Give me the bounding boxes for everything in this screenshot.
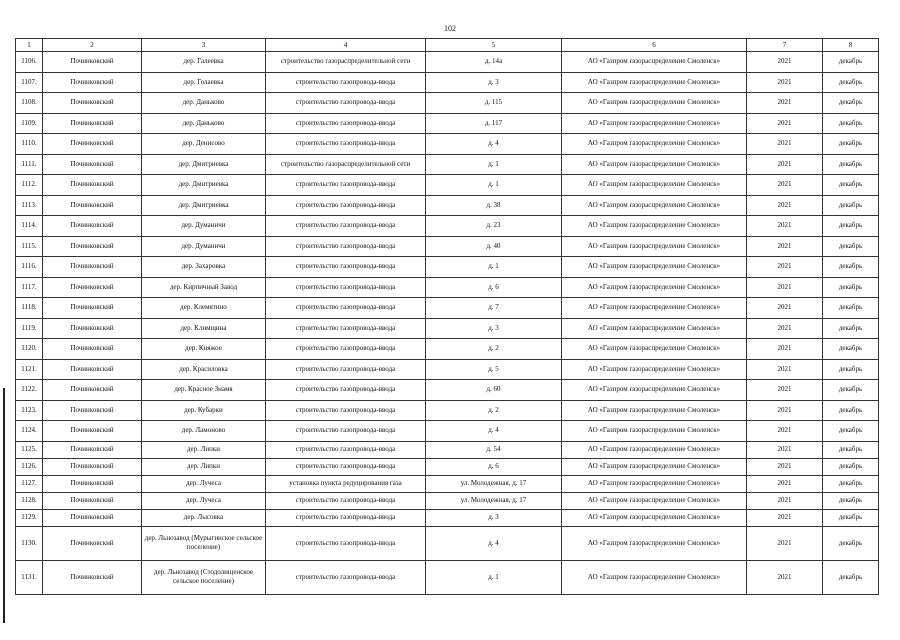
settlement-cell: дер. Ламоново — [142, 421, 266, 442]
address-cell: д. 4 — [426, 526, 562, 560]
month-cell: декабрь — [823, 154, 879, 175]
work-type-cell: строительство газораспределительной сети — [266, 154, 426, 175]
work-type-cell: строительство газопровода-ввода — [266, 277, 426, 298]
year-cell: 2021 — [747, 380, 823, 401]
table-row — [16, 257, 879, 278]
year-cell: 2021 — [747, 195, 823, 216]
work-type-cell: строительство газопровода-ввода — [266, 560, 426, 594]
district-cell: Починковский — [43, 52, 142, 73]
settlement-cell: дер. Даньково — [142, 113, 266, 134]
settlement-cell: дер. Галеевка — [142, 52, 266, 73]
row-number-cell: 1130. — [16, 526, 43, 560]
address-cell: д. 60 — [426, 380, 562, 401]
district-cell: Починковский — [43, 400, 142, 421]
work-type-cell: установка пункта редуцирования газа — [266, 475, 426, 492]
organization-cell: АО «Газпром газораспределение Смоленск» — [562, 359, 747, 380]
row-number-cell: 1126. — [16, 458, 43, 475]
page-number: 102 — [444, 24, 456, 33]
column-header: 6 — [562, 39, 747, 52]
address-cell: д. 1 — [426, 257, 562, 278]
work-type-cell: строительство газопровода-ввода — [266, 458, 426, 475]
settlement-cell: дер. Кубарки — [142, 400, 266, 421]
settlement-cell: дер. Красиловка — [142, 359, 266, 380]
work-type-cell: строительство газопровода-ввода — [266, 380, 426, 401]
address-cell: д. 23 — [426, 216, 562, 237]
row-number-cell: 1127. — [16, 475, 43, 492]
month-cell: декабрь — [823, 475, 879, 492]
year-cell: 2021 — [747, 277, 823, 298]
organization-cell: АО «Газпром газораспределение Смоленск» — [562, 492, 747, 509]
table-row — [16, 509, 879, 526]
gasification-table — [15, 38, 879, 595]
row-number-cell: 1131. — [16, 560, 43, 594]
column-header: 1 — [16, 39, 43, 52]
organization-cell: АО «Газпром газораспределение Смоленск» — [562, 509, 747, 526]
year-cell: 2021 — [747, 400, 823, 421]
year-cell: 2021 — [747, 441, 823, 458]
table-row — [16, 560, 879, 594]
table-row — [16, 359, 879, 380]
settlement-cell: дер. Климщина — [142, 318, 266, 339]
table-row — [16, 175, 879, 196]
district-cell: Починковский — [43, 277, 142, 298]
district-cell: Починковский — [43, 175, 142, 196]
district-cell: Починковский — [43, 318, 142, 339]
address-cell: д. 54 — [426, 441, 562, 458]
month-cell: декабрь — [823, 339, 879, 360]
settlement-cell: дер. Лысовка — [142, 509, 266, 526]
address-cell: д. 6 — [426, 458, 562, 475]
settlement-cell: дер. Льнозавод (Мурыгинское сельское поселение) — [142, 526, 266, 560]
table-row — [16, 277, 879, 298]
settlement-cell: дер. Красное Знамя — [142, 380, 266, 401]
settlement-cell: дер. Княжое — [142, 339, 266, 360]
organization-cell: АО «Газпром газораспределение Смоленск» — [562, 134, 747, 155]
address-cell: д. 3 — [426, 509, 562, 526]
settlement-cell: дер. Думаничи — [142, 236, 266, 257]
organization-cell: АО «Газпром газораспределение Смоленск» — [562, 72, 747, 93]
organization-cell: АО «Газпром газораспределение Смоленск» — [562, 154, 747, 175]
year-cell: 2021 — [747, 339, 823, 360]
work-type-cell: строительство газопровода-ввода — [266, 257, 426, 278]
district-cell: Починковский — [43, 458, 142, 475]
year-cell: 2021 — [747, 216, 823, 237]
month-cell: декабрь — [823, 441, 879, 458]
work-type-cell: строительство газопровода-ввода — [266, 421, 426, 442]
year-cell: 2021 — [747, 298, 823, 319]
district-cell: Починковский — [43, 113, 142, 134]
district-cell: Починковский — [43, 441, 142, 458]
settlement-cell: дер. Лучеса — [142, 492, 266, 509]
settlement-cell: дер. Захаровка — [142, 257, 266, 278]
settlement-cell: дер. Липки — [142, 458, 266, 475]
row-number-cell: 1109. — [16, 113, 43, 134]
settlement-cell: дер. Дмитриевка — [142, 195, 266, 216]
header-row — [16, 39, 879, 52]
organization-cell: АО «Газпром газораспределение Смоленск» — [562, 475, 747, 492]
row-number-cell: 1116. — [16, 257, 43, 278]
row-number-cell: 1106. — [16, 52, 43, 73]
district-cell: Починковский — [43, 93, 142, 114]
year-cell: 2021 — [747, 257, 823, 278]
row-number-cell: 1123. — [16, 400, 43, 421]
settlement-cell: дер. Льнозавод (Стодолищенское сельское поселение) — [142, 560, 266, 594]
month-cell: декабрь — [823, 175, 879, 196]
organization-cell: АО «Газпром газораспределение Смоленск» — [562, 298, 747, 319]
month-cell: декабрь — [823, 458, 879, 475]
district-cell: Починковский — [43, 339, 142, 360]
organization-cell: АО «Газпром газораспределение Смоленск» — [562, 380, 747, 401]
work-type-cell: строительство газопровода-ввода — [266, 400, 426, 421]
district-cell: Починковский — [43, 134, 142, 155]
district-cell: Починковский — [43, 380, 142, 401]
table-row — [16, 458, 879, 475]
settlement-cell: дер. Денисово — [142, 134, 266, 155]
row-number-cell: 1110. — [16, 134, 43, 155]
month-cell: декабрь — [823, 318, 879, 339]
month-cell: декабрь — [823, 52, 879, 73]
month-cell: декабрь — [823, 236, 879, 257]
month-cell: декабрь — [823, 195, 879, 216]
address-cell: д. 115 — [426, 93, 562, 114]
work-type-cell: строительство газопровода-ввода — [266, 195, 426, 216]
organization-cell: АО «Газпром газораспределение Смоленск» — [562, 339, 747, 360]
address-cell: д. 6 — [426, 277, 562, 298]
month-cell: декабрь — [823, 421, 879, 442]
column-header: 7 — [747, 39, 823, 52]
address-cell: д. 2 — [426, 400, 562, 421]
month-cell: декабрь — [823, 72, 879, 93]
organization-cell: АО «Газпром газораспределение Смоленск» — [562, 277, 747, 298]
address-cell: ул. Молодежная, д. 17 — [426, 492, 562, 509]
organization-cell: АО «Газпром газораспределение Смоленск» — [562, 216, 747, 237]
year-cell: 2021 — [747, 475, 823, 492]
settlement-cell: дер. Даньково — [142, 93, 266, 114]
district-cell: Починковский — [43, 216, 142, 237]
column-header: 8 — [823, 39, 879, 52]
settlement-cell: дер. Дмитриевка — [142, 154, 266, 175]
organization-cell: АО «Газпром газораспределение Смоленск» — [562, 458, 747, 475]
district-cell: Починковский — [43, 257, 142, 278]
work-type-cell: строительство газопровода-ввода — [266, 134, 426, 155]
year-cell: 2021 — [747, 458, 823, 475]
year-cell: 2021 — [747, 236, 823, 257]
organization-cell: АО «Газпром газораспределение Смоленск» — [562, 257, 747, 278]
district-cell: Починковский — [43, 298, 142, 319]
settlement-cell: дер. Клемятино — [142, 298, 266, 319]
district-cell: Починковский — [43, 154, 142, 175]
district-cell: Починковский — [43, 195, 142, 216]
address-cell: д. 2 — [426, 339, 562, 360]
table-row — [16, 154, 879, 175]
table-row — [16, 216, 879, 237]
table-row — [16, 72, 879, 93]
row-number-cell: 1120. — [16, 339, 43, 360]
table-row — [16, 400, 879, 421]
table-row — [16, 475, 879, 492]
address-cell: д. 5 — [426, 359, 562, 380]
month-cell: декабрь — [823, 526, 879, 560]
district-cell: Починковский — [43, 72, 142, 93]
address-cell: д. 1 — [426, 175, 562, 196]
month-cell: декабрь — [823, 134, 879, 155]
row-number-cell: 1125. — [16, 441, 43, 458]
year-cell: 2021 — [747, 509, 823, 526]
table-row — [16, 195, 879, 216]
table-row — [16, 421, 879, 442]
month-cell: декабрь — [823, 560, 879, 594]
row-number-cell: 1128. — [16, 492, 43, 509]
table-row — [16, 318, 879, 339]
month-cell: декабрь — [823, 492, 879, 509]
organization-cell: АО «Газпром газораспределение Смоленск» — [562, 195, 747, 216]
table-row — [16, 113, 879, 134]
work-type-cell: строительство газопровода-ввода — [266, 72, 426, 93]
address-cell: ул. Молодежная, д. 17 — [426, 475, 562, 492]
district-cell: Починковский — [43, 475, 142, 492]
table-row — [16, 298, 879, 319]
table-body — [16, 52, 879, 595]
work-type-cell: строительство газопровода-ввода — [266, 339, 426, 360]
organization-cell: АО «Газпром газораспределение Смоленск» — [562, 400, 747, 421]
work-type-cell: строительство газопровода-ввода — [266, 441, 426, 458]
year-cell: 2021 — [747, 154, 823, 175]
settlement-cell: дер. Липки — [142, 441, 266, 458]
row-number-cell: 1115. — [16, 236, 43, 257]
work-type-cell: строительство газопровода-ввода — [266, 492, 426, 509]
table-row — [16, 526, 879, 560]
table-row — [16, 93, 879, 114]
work-type-cell: строительство газопровода-ввода — [266, 236, 426, 257]
table-row — [16, 134, 879, 155]
work-type-cell: строительство газопровода-ввода — [266, 318, 426, 339]
address-cell: д. 14а — [426, 52, 562, 73]
organization-cell: АО «Газпром газораспределение Смоленск» — [562, 441, 747, 458]
settlement-cell: дер. Кирпичный Завод — [142, 277, 266, 298]
year-cell: 2021 — [747, 318, 823, 339]
column-header: 3 — [142, 39, 266, 52]
year-cell: 2021 — [747, 52, 823, 73]
month-cell: декабрь — [823, 216, 879, 237]
work-type-cell: строительство газопровода-ввода — [266, 93, 426, 114]
address-cell: д. 7 — [426, 298, 562, 319]
district-cell: Починковский — [43, 526, 142, 560]
address-cell: д. 3 — [426, 72, 562, 93]
work-type-cell: строительство газопровода-ввода — [266, 509, 426, 526]
row-number-cell: 1129. — [16, 509, 43, 526]
table-row — [16, 441, 879, 458]
organization-cell: АО «Газпром газораспределение Смоленск» — [562, 526, 747, 560]
month-cell: декабрь — [823, 400, 879, 421]
row-number-cell: 1117. — [16, 277, 43, 298]
month-cell: декабрь — [823, 277, 879, 298]
month-cell: декабрь — [823, 380, 879, 401]
row-number-cell: 1112. — [16, 175, 43, 196]
table-row — [16, 492, 879, 509]
district-cell: Починковский — [43, 560, 142, 594]
district-cell: Починковский — [43, 509, 142, 526]
work-type-cell: строительство газопровода-ввода — [266, 216, 426, 237]
year-cell: 2021 — [747, 421, 823, 442]
address-cell: д. 40 — [426, 236, 562, 257]
month-cell: декабрь — [823, 298, 879, 319]
organization-cell: АО «Газпром газораспределение Смоленск» — [562, 113, 747, 134]
year-cell: 2021 — [747, 72, 823, 93]
year-cell: 2021 — [747, 359, 823, 380]
district-cell: Починковский — [43, 492, 142, 509]
district-cell: Починковский — [43, 421, 142, 442]
column-header: 5 — [426, 39, 562, 52]
address-cell: д. 4 — [426, 421, 562, 442]
work-type-cell: строительство газопровода-ввода — [266, 113, 426, 134]
month-cell: декабрь — [823, 509, 879, 526]
row-number-cell: 1118. — [16, 298, 43, 319]
table-row — [16, 236, 879, 257]
row-number-cell: 1119. — [16, 318, 43, 339]
year-cell: 2021 — [747, 560, 823, 594]
month-cell: декабрь — [823, 93, 879, 114]
settlement-cell: дер. Голаевка — [142, 72, 266, 93]
address-cell: д. 4 — [426, 134, 562, 155]
year-cell: 2021 — [747, 93, 823, 114]
year-cell: 2021 — [747, 113, 823, 134]
settlement-cell: дер. Дмитриевка — [142, 175, 266, 196]
district-cell: Починковский — [43, 359, 142, 380]
row-number-cell: 1124. — [16, 421, 43, 442]
row-number-cell: 1107. — [16, 72, 43, 93]
row-number-cell: 1111. — [16, 154, 43, 175]
work-type-cell: строительство газопровода-ввода — [266, 298, 426, 319]
year-cell: 2021 — [747, 492, 823, 509]
row-number-cell: 1121. — [16, 359, 43, 380]
column-header: 4 — [266, 39, 426, 52]
district-cell: Починковский — [43, 236, 142, 257]
settlement-cell: дер. Думаничи — [142, 216, 266, 237]
organization-cell: АО «Газпром газораспределение Смоленск» — [562, 421, 747, 442]
address-cell: д. 1 — [426, 560, 562, 594]
organization-cell: АО «Газпром газораспределение Смоленск» — [562, 318, 747, 339]
month-cell: декабрь — [823, 113, 879, 134]
month-cell: декабрь — [823, 257, 879, 278]
year-cell: 2021 — [747, 175, 823, 196]
address-cell: д. 38 — [426, 195, 562, 216]
work-type-cell: строительство газораспределительной сети — [266, 52, 426, 73]
address-cell: д. 117 — [426, 113, 562, 134]
row-number-cell: 1108. — [16, 93, 43, 114]
organization-cell: АО «Газпром газораспределение Смоленск» — [562, 175, 747, 196]
organization-cell: АО «Газпром газораспределение Смоленск» — [562, 52, 747, 73]
column-header: 2 — [43, 39, 142, 52]
row-number-cell: 1114. — [16, 216, 43, 237]
organization-cell: АО «Газпром газораспределение Смоленск» — [562, 93, 747, 114]
work-type-cell: строительство газопровода-ввода — [266, 175, 426, 196]
organization-cell: АО «Газпром газораспределение Смоленск» — [562, 560, 747, 594]
year-cell: 2021 — [747, 526, 823, 560]
year-cell: 2021 — [747, 134, 823, 155]
settlement-cell: дер. Лучеса — [142, 475, 266, 492]
table-row — [16, 339, 879, 360]
month-cell: декабрь — [823, 359, 879, 380]
table-row — [16, 380, 879, 401]
address-cell: д. 1 — [426, 154, 562, 175]
row-number-cell: 1113. — [16, 195, 43, 216]
scan-edge-mark — [3, 388, 5, 623]
address-cell: д. 3 — [426, 318, 562, 339]
work-type-cell: строительство газопровода-ввода — [266, 526, 426, 560]
organization-cell: АО «Газпром газораспределение Смоленск» — [562, 236, 747, 257]
table-row — [16, 52, 879, 73]
work-type-cell: строительство газопровода-ввода — [266, 359, 426, 380]
row-number-cell: 1122. — [16, 380, 43, 401]
